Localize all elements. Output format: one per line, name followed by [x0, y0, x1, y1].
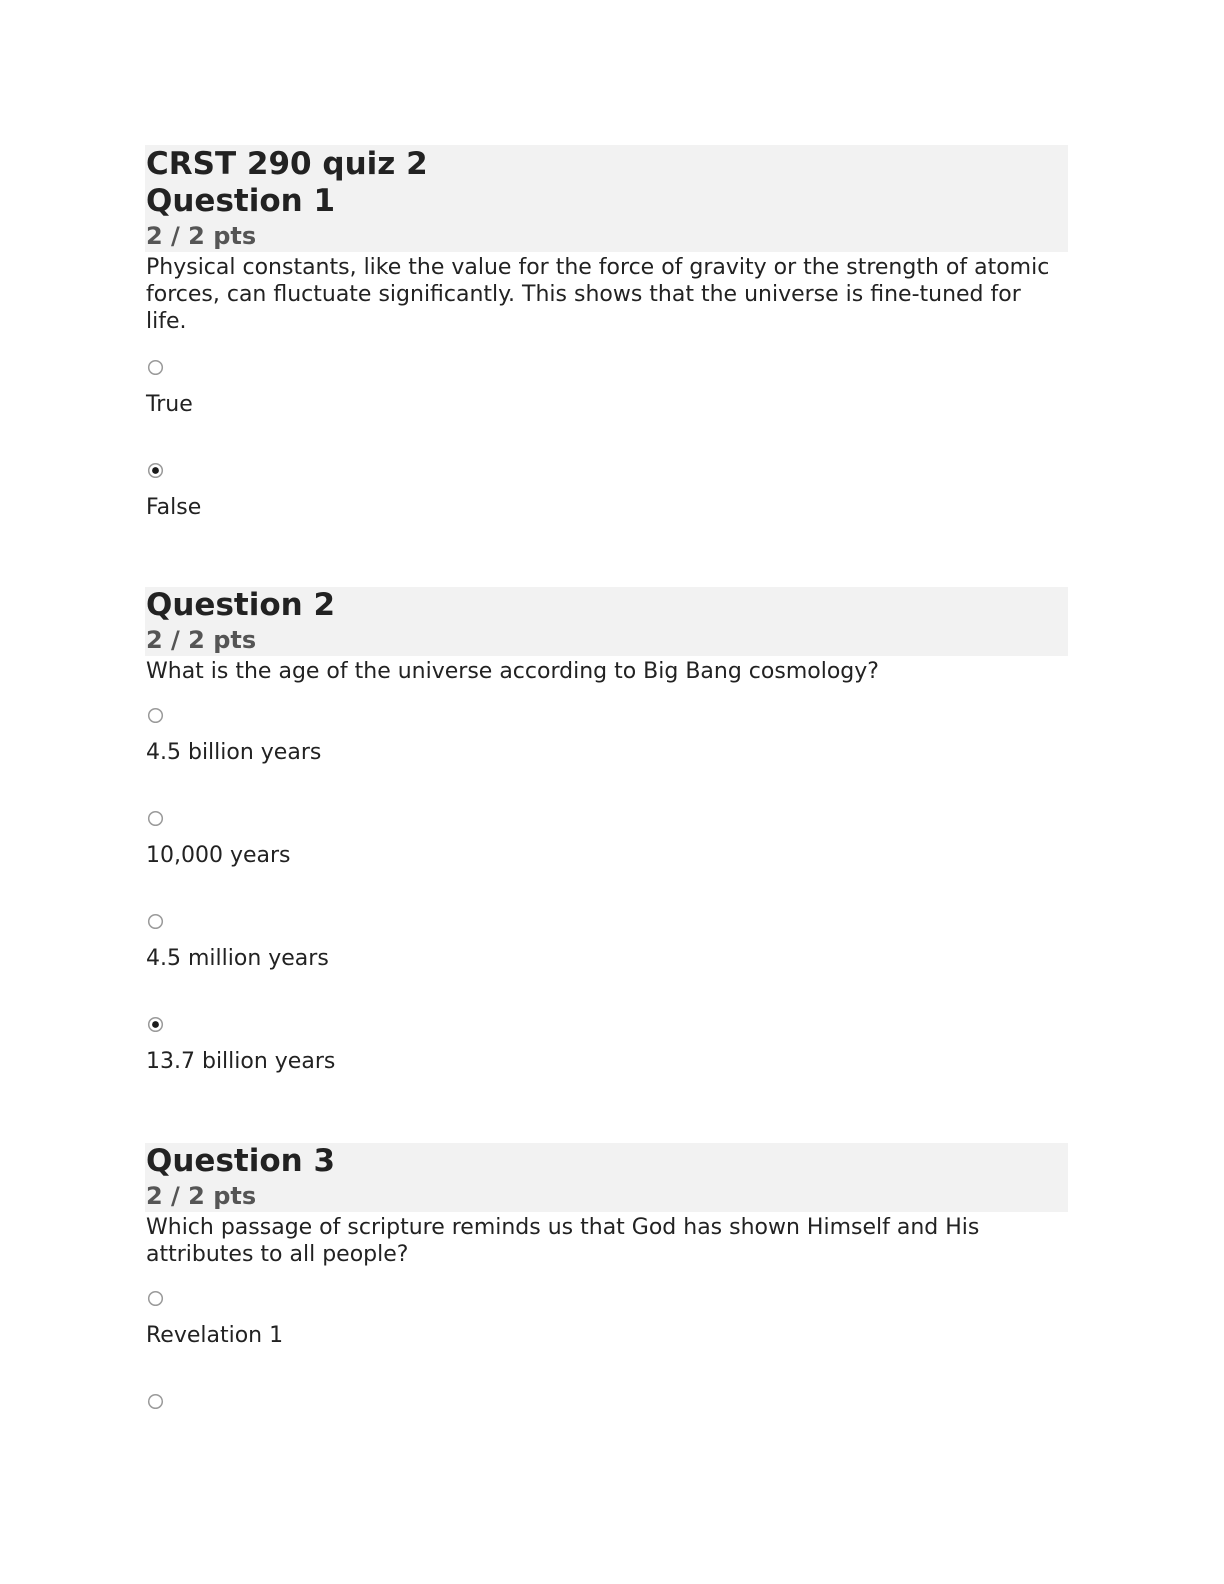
answer-label: False [146, 495, 202, 520]
radio-unselected-icon[interactable] [147, 707, 164, 724]
radio-unselected-icon[interactable] [147, 913, 164, 930]
question-2-points: 2 / 2 pts [146, 626, 257, 654]
question-3 [145, 1143, 1068, 1474]
answer-option[interactable] [145, 685, 1068, 788]
answer-option[interactable] [145, 1268, 1068, 1371]
answer-option[interactable] [145, 788, 1068, 891]
question-3-header [145, 1143, 1068, 1212]
radio-unselected-icon[interactable] [147, 1290, 164, 1307]
question-1-text: Physical constants, like the value for the force of gravity or the strength of atomic forces, can fluctuate significantly. This shows that the universe is fine-tuned for life. [146, 255, 1050, 334]
answer-label: 4.5 billion years [146, 740, 322, 765]
answer-label: 4.5 million years [146, 946, 329, 971]
question-3-answers [145, 1268, 1068, 1474]
question-1-header [145, 145, 1068, 252]
radio-selected-icon[interactable] [147, 1016, 164, 1033]
answer-option[interactable] [145, 994, 1068, 1097]
quiz-page [145, 145, 1068, 1348]
radio-unselected-icon[interactable] [147, 359, 164, 376]
answer-label: 10,000 years [146, 843, 291, 868]
question-2-header [145, 587, 1068, 656]
question-3-title: Question 3 [146, 1143, 336, 1179]
radio-selected-icon[interactable] [147, 462, 164, 479]
question-3-points: 2 / 2 pts [146, 1182, 257, 1210]
answer-option[interactable] [145, 337, 1068, 440]
question-1-title: Question 1 [146, 183, 336, 219]
question-2-title: Question 2 [146, 587, 336, 623]
question-3-text: Which passage of scripture reminds us that God has shown Himself and His attributes to all people? [146, 1215, 980, 1267]
radio-unselected-icon[interactable] [147, 1393, 164, 1410]
answer-option[interactable] [145, 891, 1068, 994]
answer-option[interactable] [145, 1371, 1068, 1474]
question-2-text: What is the age of the universe according to Big Bang cosmology? [146, 659, 879, 684]
question-1-answers [145, 337, 1068, 543]
answer-label: True [146, 392, 193, 417]
answer-label: 13.7 billion years [146, 1049, 336, 1074]
question-2 [145, 587, 1068, 1097]
answer-option[interactable] [145, 440, 1068, 543]
radio-unselected-icon[interactable] [147, 810, 164, 827]
page-title: CRST 290 quiz 2 [146, 146, 428, 182]
question-2-answers [145, 685, 1068, 1097]
answer-label: Revelation 1 [146, 1323, 284, 1348]
question-1-points: 2 / 2 pts [146, 222, 257, 250]
question-1 [145, 145, 1068, 543]
